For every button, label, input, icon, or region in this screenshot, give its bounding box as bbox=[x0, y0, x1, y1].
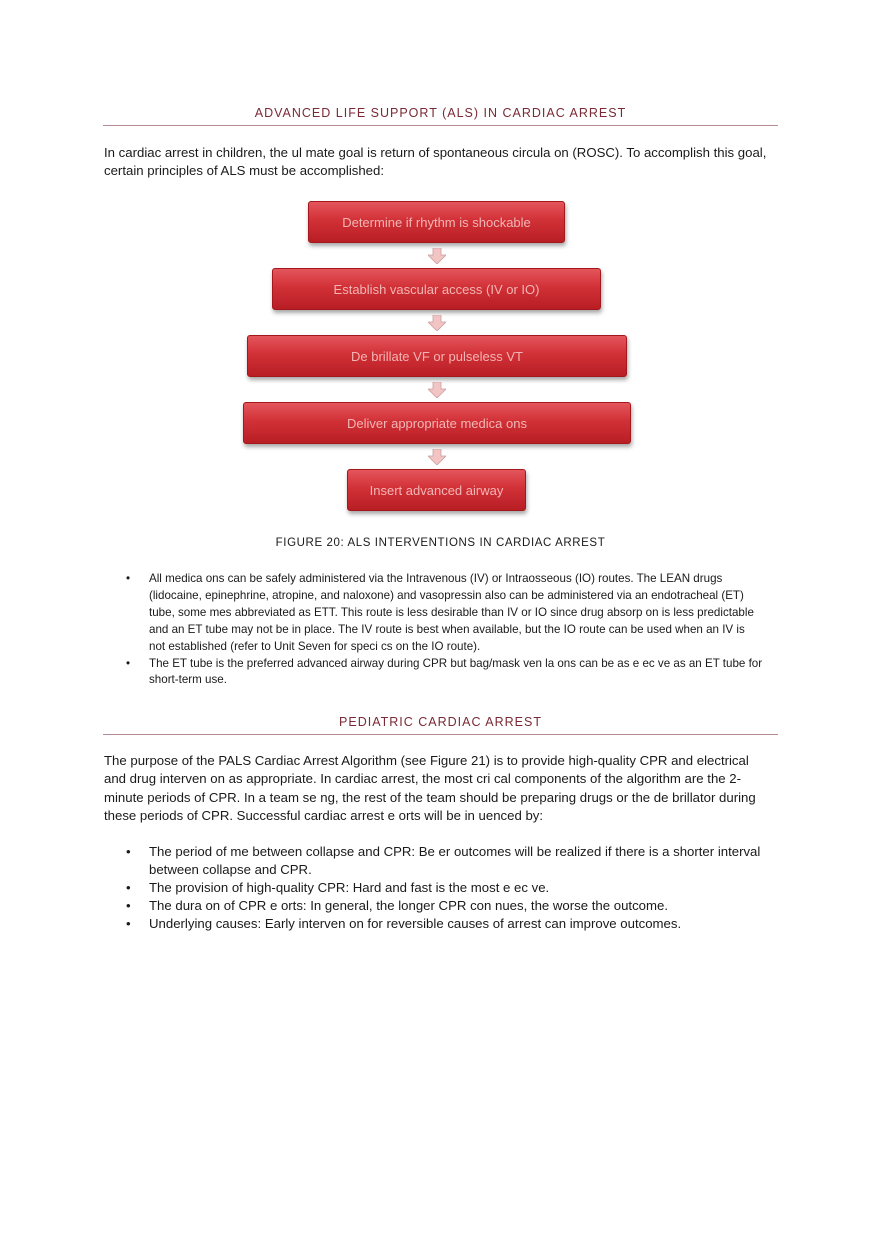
list-item: • Underlying causes: Early interven on for reversible causes of arrest can improve outcomes. bbox=[104, 915, 764, 933]
list-item: • The provision of high-quality CPR: Hard and fast is the most e ec ve. bbox=[104, 879, 764, 897]
down-arrow-icon bbox=[428, 449, 446, 465]
section-heading-als: ADVANCED LIFE SUPPORT (ALS) IN CARDIAC ARREST bbox=[254, 106, 627, 120]
flow-step-1: Determine if rhythm is shockable bbox=[308, 201, 565, 243]
down-arrow-icon bbox=[428, 315, 446, 331]
section-heading-pediatric: PEDIATRIC CARDIAC ARREST bbox=[339, 715, 542, 729]
flow-step-3: De brillate VF or pulseless VT bbox=[247, 335, 627, 377]
pals-paragraph: The purpose of the PALS Cardiac Arrest Algorithm (see Figure 21) is to provide high-quality CPR and electrical and drug interven on as appropriate. In cardiac arrest, the most cri cal components of the algorithm are the 2-minute periods of CPR. In a team se ng, the rest of the team should be preparing drugs or the de brillator during these periods of CPR. Successful cardiac arrest e orts will be in uenced by: bbox=[104, 753, 756, 823]
intro-paragraph: In cardiac arrest in children, the ul mate goal is return of spontaneous circula on (ROSC). To accomplish this goal, certain principles of ALS must be accomplished: bbox=[104, 145, 767, 179]
als-flowchart bbox=[0, 0, 880, 530]
list-item: • The dura on of CPR e orts: In general, the longer CPR con nues, the worse the outcome. bbox=[104, 897, 764, 915]
flow-step-5: Insert advanced airway bbox=[347, 469, 526, 511]
list-item: • All medica ons can be safely administered via the Intravenous (IV) or Intraosseous (IO) routes. The LEAN drugs (lidocaine, epinephrine, atropine, and naloxone) and vasopressin also can be administered via an endotracheal (ET) tube, some mes abbreviated as ETT. This route is less desirable than IV or IO since drug absorp on is less predictable and an ET tube may not be in place. The IV route is best when available, but the IO route can be used when an IV is not established (refer to Unit Seven for speci cs on the IO route). bbox=[104, 571, 764, 656]
als-bullet-list bbox=[104, 571, 764, 689]
list-item: • The ET tube is the preferred advanced airway during CPR but bag/mask ven la ons can be as e ec ve as an ET tube for short-term use. bbox=[104, 656, 764, 690]
pals-bullet-list bbox=[104, 843, 764, 933]
down-arrow-icon bbox=[428, 382, 446, 398]
list-item: • The period of me between collapse and CPR: Be er outcomes will be realized if there is a shorter interval between collapse and CPR. bbox=[104, 843, 764, 879]
down-arrow-icon bbox=[428, 248, 446, 264]
flow-step-2: Establish vascular access (IV or IO) bbox=[272, 268, 601, 310]
figure-caption: FIGURE 20: ALS INTERVENTIONS IN CARDIAC ARREST bbox=[275, 537, 606, 549]
section-divider bbox=[103, 734, 778, 735]
flow-step-4: Deliver appropriate medica ons bbox=[243, 402, 631, 444]
